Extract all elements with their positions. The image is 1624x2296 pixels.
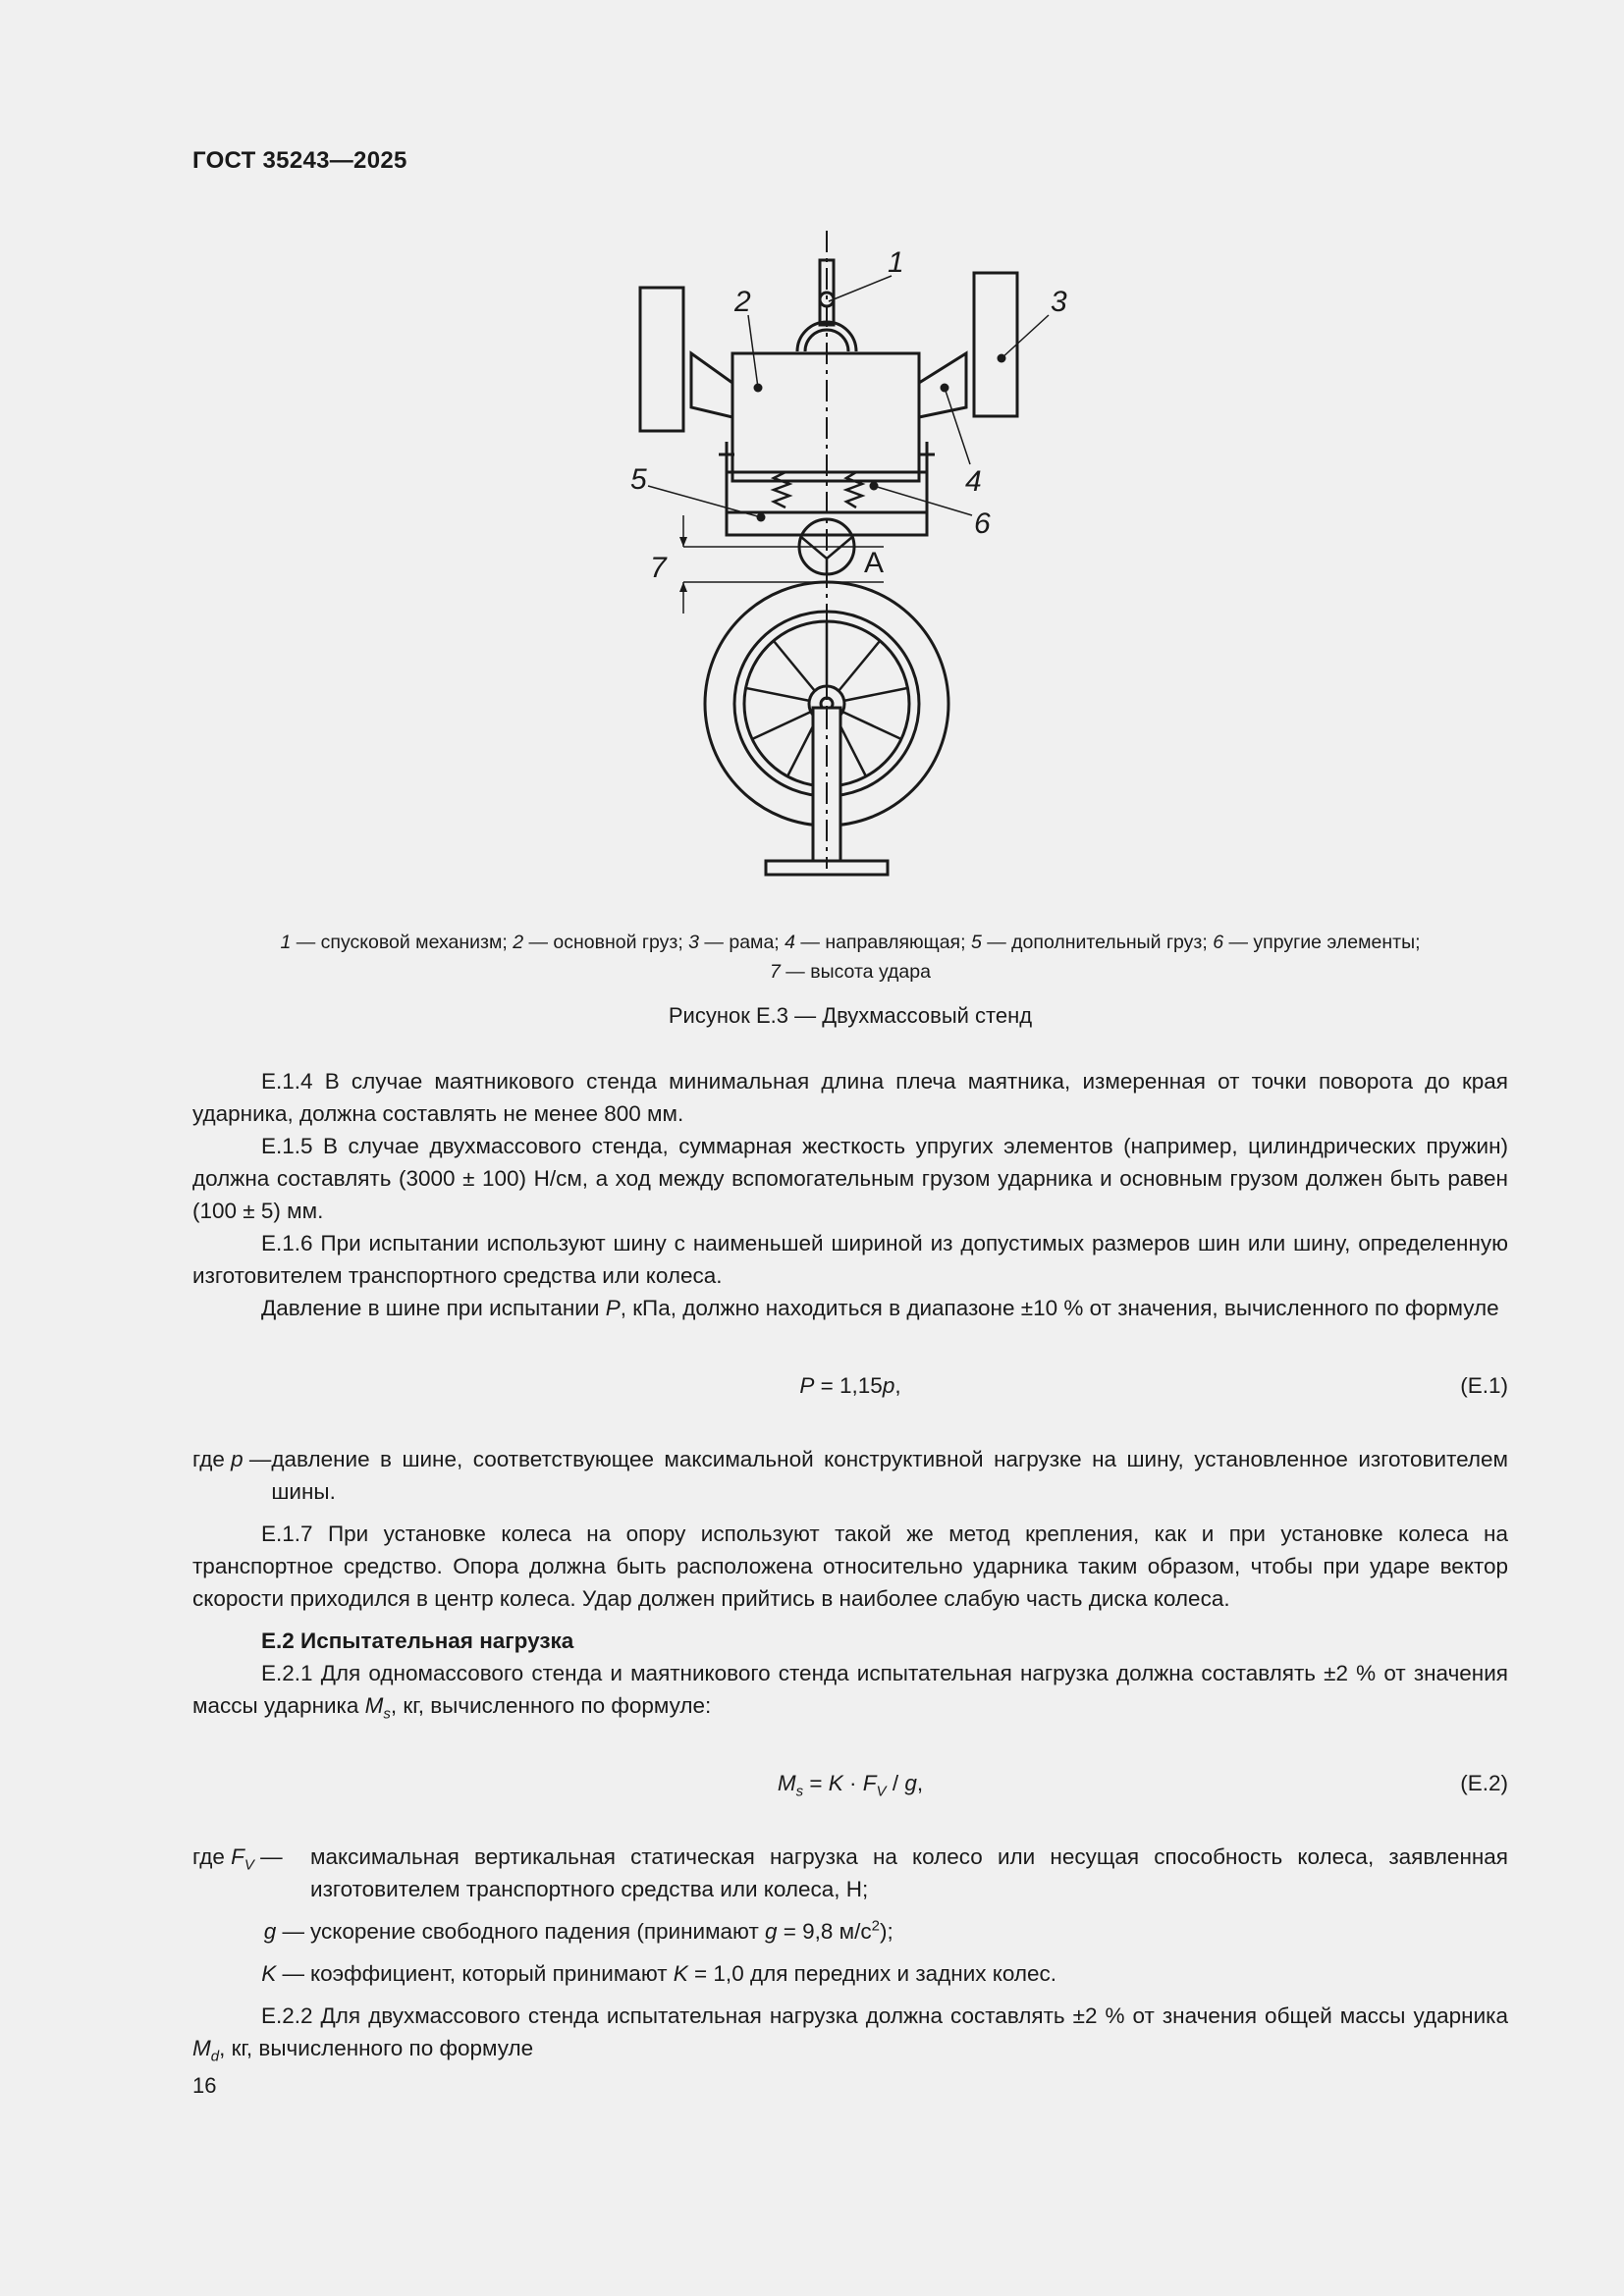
label-2: 2 [734,286,751,318]
where-p: где p — давление в шине, соответствующее максимальной конструктивной нагрузке на шину, установленное изготовителем шины. [192,1447,1508,1504]
formula-e2-expression: $M_s = K \cdot F_V / g$, [777,1771,924,1800]
paragraph-e16: Е.1.6 При испытании используют шину с наименьшей шириной из допустимых размеров шин или шину, определенную изготовителем транспортного средства или колеса. [192,1231,1508,1288]
where-g: g — ускорение свободного падения (принимают g = 9,8 $м/с^2$); [263,1917,893,1944]
guide-left [691,353,732,417]
paragraph-e17: Е.1.7 При установке колеса на опору используют такой же метод крепления, как и при установке колеса на транспортное средство. Опора должна быть расположена относительно ударника таким образом, чтобы при ударе вектор скорости приходился в центр колеса. Удар должен прийтись в наиболее слабую часть диска колеса. [192,1522,1508,1611]
formula-e1 [192,1369,1508,1402]
formula-e2 [192,1767,1508,1799]
label-6: 6 [974,507,991,540]
label-a: A [864,547,885,579]
paragraph-e22: Е.2.2 Для двухмассового стенда испытательная нагрузка должна составлять ±2 % от значения общей массы ударника $M_d$, кг, вычисленного по формуле [192,2003,1508,2065]
where-fv: где $F_V$ — максимальная вертикальная статическая нагрузка на колесо или несущая способность колеса, заявленная изготовителем транспортного средства или колеса, Н; [192,1844,1508,1901]
spring-right [846,472,862,507]
section-heading-e2: Е.2 Испытательная нагрузка [261,1629,574,1653]
where-k: K — коэффициент, который принимают K = 1,0 для передних и задних колес. [261,1961,1057,1986]
figure-title: Рисунок Е.3 — Двухмассовый стенд [668,1003,1033,1028]
formula-e1-expression: P = 1,15p, [799,1373,901,1398]
paragraph-e14: Е.1.4 В случае маятникового стенда минимальная длина плеча маятника, измеренная от точки поворота до края ударника, должна составлять не менее 800 мм. [192,1069,1508,1126]
page-number: 16 [192,2073,217,2098]
formula-e2-number: (Е.2) [1460,1771,1508,1795]
figure-two-mass-stand [589,221,1080,888]
document-header: ГОСТ 35243—2025 [192,147,407,174]
formula-e1-number: (Е.1) [1460,1373,1508,1398]
document-body [192,1065,1508,2064]
paragraph-e15: Е.1.5 В случае двухмассового стенда, суммарная жесткость упругих элементов (например, цилиндрических пружин) должна составлять (3000 ± 100) Н/см, а ход между вспомогательным грузом ударника и основным грузом должен быть равен (100 ± 5) мм. [192,1134,1508,1223]
label-4: 4 [965,465,982,498]
frame-right-post [974,273,1017,416]
label-7: 7 [650,552,667,584]
paragraph-e21: Е.2.1 Для одномассового стенда и маятникового стенда испытательная нагрузка должна составлять ±2 % от значения массы ударника $M_s$, кг, вычисленного по формуле: [192,1661,1508,1723]
label-1: 1 [888,246,904,279]
label-3: 3 [1051,286,1067,318]
spring-left [774,472,789,507]
label-5: 5 [630,463,647,496]
frame-left-post [640,288,683,431]
two-mass-stand-diagram [589,221,1080,888]
figure-legend: 1 — спусковой механизм; 2 — основной груз; 3 — рама; 4 — направляющая; 5 — дополнительный груз; 6 — упругие элементы; 7 — высота удара [280,932,1421,983]
paragraph-pressure: Давление в шине при испытании P, кПа, должно находиться в диапазоне ±10 % от значения, вычисленного по формуле [261,1296,1499,1320]
